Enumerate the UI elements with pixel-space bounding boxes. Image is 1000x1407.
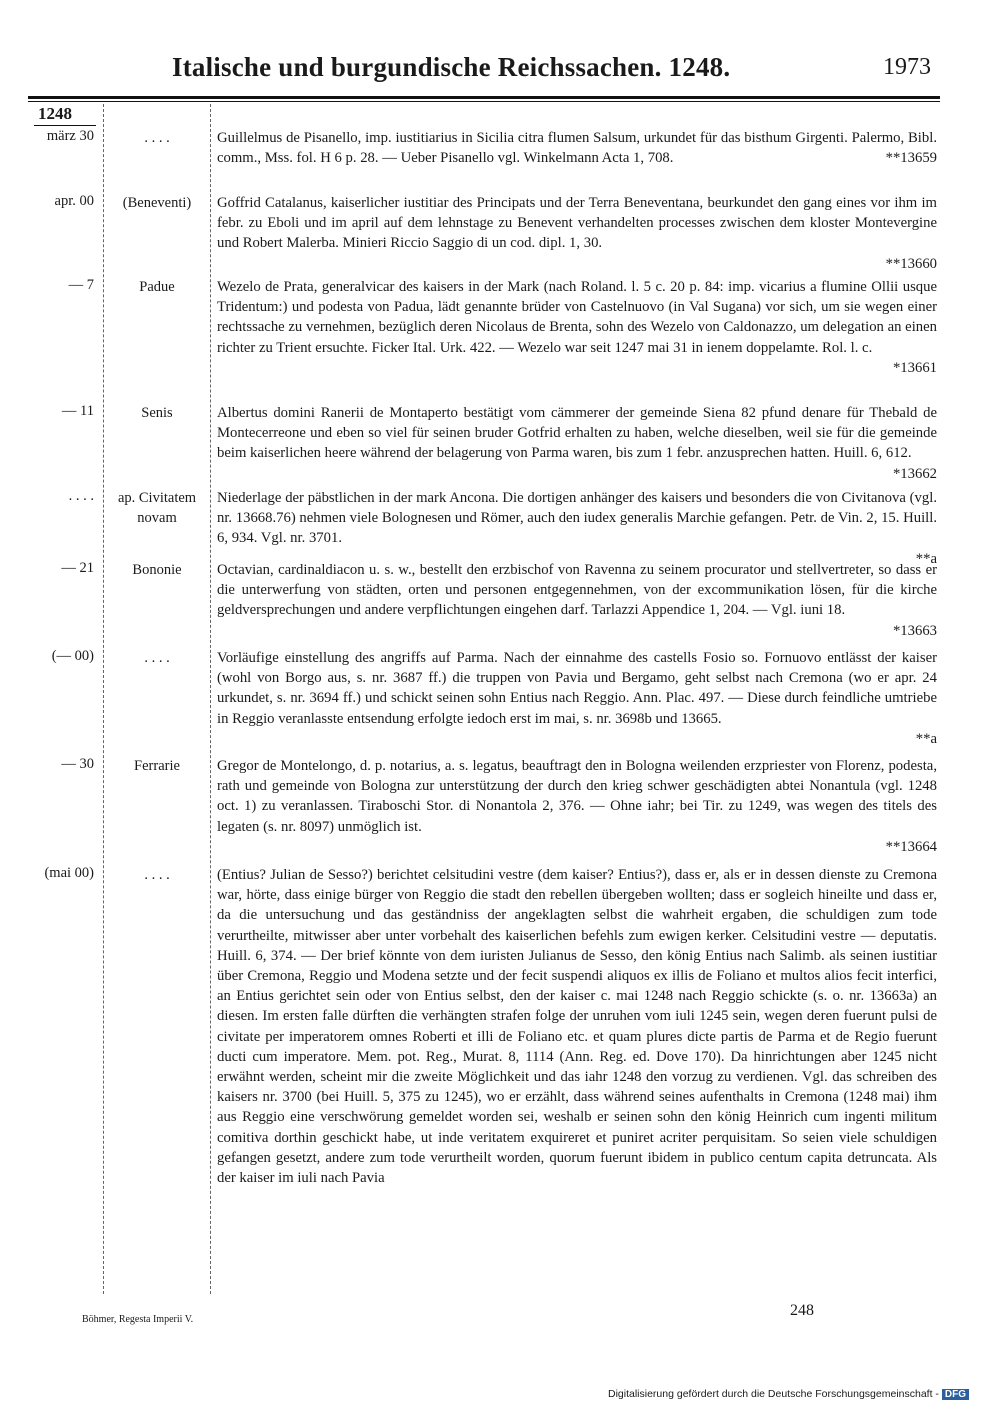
entry-place: . . . . — [144, 867, 170, 883]
entry-date: — 7 — [68, 277, 94, 293]
dfg-logo-badge: DFG — [942, 1389, 969, 1400]
entry-body: Gregor de Montelongo, d. p. notarius, a. s. legatus, beauftragt den in Bologna weilenden erzpriester von Florenz, podesta, rath und gemeinde von Bologna zur unterstützung der durch den krieg schwer geschädigten abtei Nonantula (vgl. 1248 oct. 1) zu veranlassen. Tiraboschi Stor. di Nonantola 2, 376. — Ohne iahr; bei Tir. zu 1249, was wegen des titels des legaten (s. nr. 8097) unmöglich ist. — [217, 758, 937, 835]
entry-place: . . . . — [144, 130, 170, 146]
entry-reference-number: **a — [915, 730, 937, 747]
entry-place: (Beneventi) — [122, 195, 192, 211]
regest-entry — [0, 193, 1000, 275]
footer-source: Böhmer, Regesta Imperii V. — [82, 1314, 194, 1325]
regest-entry — [0, 488, 1000, 567]
regest-entry — [0, 277, 1000, 401]
entry-text — [217, 648, 937, 749]
entry-date: — 30 — [61, 756, 94, 772]
regest-entry — [0, 865, 1000, 1188]
regest-entry — [0, 560, 1000, 646]
entry-reference-number: **13664 — [885, 838, 937, 855]
entry-body: Octavian, cardinaldiacon u. s. w., bestellt den erzbischof von Ravenna zu seinem procurator und stellvertreter, so dass er die unterwerfung von städten, orten und personen entgegennehmen, von der excommunikation lösen, für die kirche geldversprechungen und andere verpflichtungen eingehen darf. Tarlazzi Appendice 1, 204. — Vgl. iuni 18. — [217, 562, 937, 619]
page-number: 1973 — [883, 54, 931, 80]
year-underline — [34, 125, 96, 126]
header-rule-thick — [28, 96, 940, 99]
regest-entries — [0, 128, 1000, 1190]
entry-place: ap. Civitatem novam — [117, 490, 197, 527]
regest-entry — [0, 403, 1000, 486]
regest-entry — [0, 756, 1000, 863]
page-title: Italische und burgundische Reichssachen. 1248. — [172, 52, 731, 82]
entry-reference-number: **a — [915, 550, 937, 567]
entry-body: Guillelmus de Pisanello, imp. iustitiarius in Sicilia citra flumen Salsum, urkundet für das bisthum Girgenti. Palermo, Bibl. comm., Mss. fol. H 6 p. 28. — Ueber Pisanello vgl. Winkelmann Acta 1, 708. **13659 — [217, 128, 937, 168]
entry-text — [217, 128, 937, 168]
entry-body: (Entius? Julian de Sesso?) berichtet celsitudini vestre (dem kaiser? Entius?), dass er, als er in dessen dienste zu Cremona war, hörte, dass einige bürger von Reggio die stadt den rebellen übergeben wollten; dass er sogleich hineilte und dass er, da die untersuchung und das geständniss der angeklagten selbst die wahrheit ergaben, die schuldigen zum tode verurtheilte, mitwisser aber unter vorbehalt des kaiserlichen befehls zum ewigen kerker. Celsitudini vestre — deputatis. Huill. 6, 374. — Der brief könnte von dem iuristen Julianus de Sesso, den könig Entius nach Salimb. als seinen iustitiar über Cremona, Reggio und Modena setzte und der fecit suspendi aliquos ex illis de Foliano et multos alios fecit interfici, an Entius gerichtet sein oder von Entius selbst, den der kaiser c. mai 1248 nach Reggio schickte (s. o. nr. 13663a) an diesen. Im ersten falle dürften die verhängten strafen folge der unruhen vom iuli 1245 sein, wegen deren fuerunt pulsi de civitate per imperatorem omnes Roberti et illi de Foliano etc. et quam plures dicte partis de Parma et de Regio fuerunt ducti cum imperatore. Mem. pot. Reg., Murat. 8, 1114 (Ann. Reg. ed. Dove 170). Da hinrichtungen aber 1245 nicht erwähnt werden, scheint mir die zweite Möglichkeit und das iahr 1248 den vorzug zu verdienen. Vgl. das schreiben des kaisers nr. 3700 (bei Huill. 5, 375 zu 1245), wo er erzählt, dass während seines aufenthalts in Cremona (1248 mai) ihm aus Reggio eine verschwörung gemeldet worden sei, weshalb er seinen sohn den könig Heinrich cum ingenti militum comitiva dorthin geschickt habe, ut inde veritatem exquireret et puniret acriter perquisitam. So seien viele schuldigen gefangen gesetzt, andere zum tode verurtheilt worden, quorum fuerunt ibidem in publico centum capita detruncata. Als der kaiser im iuli nach Pavia — [217, 867, 937, 1187]
entry-text — [217, 488, 937, 569]
entry-body: Albertus domini Ranerii de Montaperto bestätigt vom cämmerer der gemeinde Siena 82 pfund denare für Thebald de Montecerreone und eben so viel für seinen bruder Gotfrid erhalten zu haben, welche dieselben, weil sie für die gemeinde beim kaiserlichen heere während der belagerung von Parma waren, bis zum 1 febr. anzusprechen hatten. Huill. 6, 612. — [217, 405, 937, 462]
entry-text — [217, 865, 937, 1188]
entry-date: (— 00) — [51, 648, 94, 664]
dfg-credit-text: Digitalisierung gefördert durch die Deutsche Forschungsgemeinschaft - — [608, 1388, 939, 1400]
regest-entry — [0, 648, 1000, 754]
entry-date: . . . . — [68, 488, 94, 504]
entry-date: (mai 00) — [44, 865, 94, 881]
regest-entry — [0, 128, 1000, 191]
entry-text — [217, 560, 937, 641]
entry-place: . . . . — [144, 650, 170, 666]
entry-place: Bononie — [132, 562, 182, 578]
entry-place: Ferrarie — [134, 758, 180, 774]
entry-date: — 21 — [61, 560, 94, 576]
year-label: 1248 — [38, 104, 72, 123]
dfg-credit — [608, 1388, 969, 1400]
entry-reference-number: **13659 — [885, 150, 937, 167]
entry-reference-number: *13662 — [892, 465, 937, 482]
header-rule-thin — [28, 101, 940, 102]
footer-signature: 248 — [790, 1302, 814, 1319]
entry-place: Padue — [139, 279, 175, 295]
entry-date: — 11 — [61, 403, 94, 419]
entry-body: Wezelo de Prata, generalvicar des kaisers in der Mark (nach Roland. l. 5 c. 20 p. 84: imp. vicarius a flumine Ollii usque Tridentum:) und podesta von Padua, lädt genannte brüder von Castelnuovo (in Val Sugana) vor sich, um sie wegen einer rechtssache zu vernehmen, bezüglich deren Nicolaus de Brenta, sohn des Wezelo von Caldonazzo, um delegation an einen richter zu Trient ersuchte. Ficker Ital. Urk. 422. — Wezelo war seit 1247 mai 31 in ienem doppelamte. Rol. l. c. — [217, 279, 937, 356]
page-header — [0, 52, 1000, 92]
entry-place: Senis — [141, 405, 173, 421]
entry-text — [217, 756, 937, 857]
entry-body: Vorläufige einstellung des angriffs auf Parma. Nach der einnahme des castells Fosio so. Fornuovo entlässt der kaiser (wohl von Borgo aus, s. nr. 3687 ff.) die truppen von Pavia und Bergamo, geht selbst nach Cremona (wo er apr. 24 urkundet, s. nr. 3694 ff.) und schickt seinen sohn Entius nach Reggio. Ann. Plac. 497. — Diese durch feindliche umtriebe in Reggio veranlasste entsendung erfolgte iedoch erst im mai, s. nr. 3698b und 13665. — [217, 650, 937, 727]
entry-body: Niederlage der päbstlichen in der mark Ancona. Die dortigen anhänger des kaisers und besonders die von Civitanova (vgl. nr. 13668.76) nehmen viele Bolognesen und Römer, auch den iudex generalis Marchie gefangen. Petr. de Vin. 2, 15. Huill. 6, 934. Vgl. nr. 3701. — [217, 490, 937, 547]
entry-reference-number: *13663 — [892, 622, 937, 639]
entry-text — [217, 277, 937, 378]
entry-text — [217, 403, 937, 484]
entry-body: Goffrid Catalanus, kaiserlicher iustitiar des Principats und der Terra Beneventana, beurkundet den gang eines vor ihm im febr. zu Eboli und im april auf dem lehnstage zu Benevent verhandelten processes zwischen dem kloster Montevergine und Robert Malerba. Minieri Riccio Saggio di un cod. dipl. 1, 30. — [217, 195, 937, 252]
entry-date: apr. 00 — [54, 193, 94, 209]
entry-text — [217, 193, 937, 274]
entry-date: märz 30 — [46, 128, 94, 144]
entry-reference-number: **13660 — [885, 255, 937, 272]
entry-reference-number: *13661 — [892, 359, 937, 376]
